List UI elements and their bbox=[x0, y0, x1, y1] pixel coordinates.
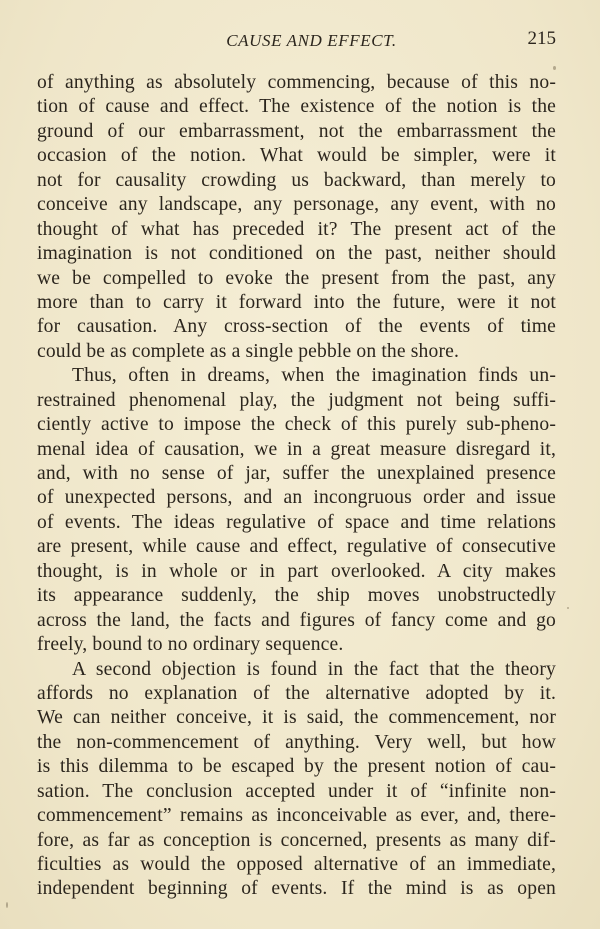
text-line: ficulties as would the opposed alternative of an immediate, bbox=[37, 854, 556, 875]
running-header bbox=[37, 28, 556, 54]
text-line: more than to carry it forward into the future, were it not bbox=[37, 291, 556, 313]
text-line: restrained phenomenal play, the judgment not being suffi- bbox=[37, 389, 556, 411]
page-number: 215 bbox=[527, 28, 556, 49]
paragraph-start-line: Thus, often in dreams, when the imagination finds un- bbox=[72, 365, 556, 387]
text-line: commencement” remains as inconceivable as ever, and, there- bbox=[37, 805, 556, 827]
text-line: and, with no sense of jar, suffer the unexplained presence bbox=[37, 463, 556, 484]
text-line: ciently active to impose the check of this purely sub-pheno- bbox=[37, 414, 556, 436]
text-line: ground of our embarrassment, not the embarrassment the bbox=[37, 120, 556, 142]
text-line: could be as complete as a single pebble on the shore. bbox=[37, 340, 460, 362]
text-line: imagination is not conditioned on the past, neither should bbox=[37, 243, 556, 265]
text-line: affords no explanation of the alternative adopted by it. bbox=[37, 682, 556, 704]
text-line: freely, bound to no ordinary sequence. bbox=[37, 634, 344, 656]
text-line: not for causality crowding us backward, than merely to bbox=[37, 169, 556, 191]
text-line: for causation. Any cross-section of the events of time bbox=[37, 316, 556, 338]
text-line: conceive any landscape, any personage, any event, with no bbox=[37, 194, 556, 216]
text-line: we be compelled to evoke the present from the past, any bbox=[37, 267, 556, 289]
text-line: fore, as far as conception is concerned, presents as many dif- bbox=[37, 829, 556, 851]
text-line: across the land, the facts and figures of fancy come and go bbox=[37, 609, 556, 631]
text-line: tion of cause and effect. The existence of the notion is the bbox=[37, 96, 556, 118]
text-line: sation. The conclusion accepted under it of “infinite non- bbox=[37, 780, 556, 802]
text-line: its appearance suddenly, the ship moves unobstructedly bbox=[37, 585, 556, 607]
text-line: is this dilemma to be escaped by the present notion of cau- bbox=[37, 756, 556, 778]
text-line: the non-commencement of anything. Very well, but how bbox=[37, 731, 556, 753]
text-line: independent beginning of events. If the mind is as open bbox=[37, 878, 556, 900]
paragraph-start-line: A second objection is found in the fact that the theory bbox=[72, 658, 556, 680]
paper-speck bbox=[6, 902, 8, 908]
running-title: CAUSE AND EFFECT. bbox=[226, 31, 397, 50]
text-line: We can neither conceive, it is said, the commencement, nor bbox=[37, 707, 556, 729]
text-line: of unexpected persons, and an incongruous order and issue bbox=[37, 487, 556, 509]
text-line: menal idea of causation, we in a great measure disregard it, bbox=[37, 438, 556, 460]
text-line: thought of what has preceded it? The present act of the bbox=[37, 218, 556, 240]
body-text bbox=[37, 71, 556, 902]
paper-speck bbox=[553, 66, 556, 70]
paper-speck bbox=[567, 607, 569, 609]
text-line: are present, while cause and effect, regulative of consecutive bbox=[37, 536, 556, 558]
text-line: of events. The ideas regulative of space and time relations bbox=[37, 511, 556, 533]
text-line: thought, is in whole or in part overlooked. A city makes bbox=[37, 560, 556, 582]
book-page bbox=[37, 28, 556, 902]
text-line: occasion of the notion. What would be simpler, were it bbox=[37, 145, 556, 167]
text-line: of anything as absolutely commencing, because of this no- bbox=[37, 72, 556, 93]
